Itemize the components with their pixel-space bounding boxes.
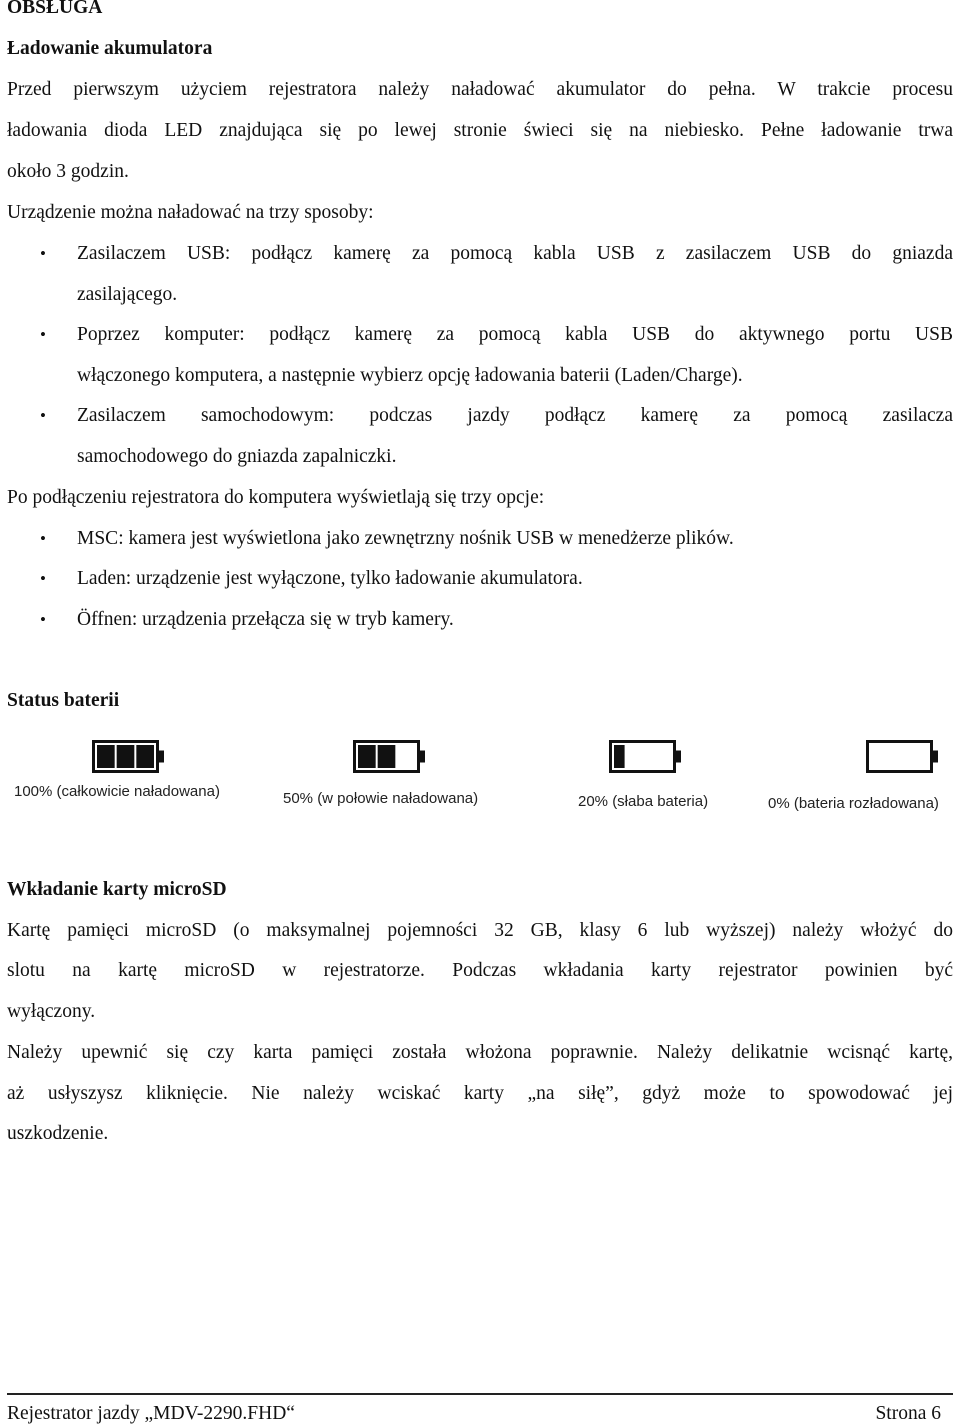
way-usb-line-1: Zasilaczem USB: podłącz kamerę za pomocą kabla USB z zasilaczem USB do gniazda <box>77 243 953 264</box>
battery-status-label: 100% (całkowicie naładowana) <box>14 783 220 800</box>
microsd-paragraph-2-line-3: uszkodzenie. <box>7 1123 109 1144</box>
battery-charge-segment <box>97 745 115 768</box>
battery-status-title: Status baterii <box>7 690 120 711</box>
section-heading: OBSŁUGA <box>7 0 103 18</box>
option-laden: Laden: urządzenie jest wyłączone, tylko ładowanie akumulatora. <box>77 568 583 589</box>
footer-document-title: Rejestrator jazdy „MDV-2290.FHD“ <box>7 1403 295 1424</box>
way-computer-line-2: włączonego komputera, a następnie wybierz opcję ładowania baterii (Laden/Charge). <box>77 365 743 386</box>
charging-paragraph-line-1: Przed pierwszym użyciem rejestratora należy naładować akumulator do pełna. W trakcie procesu <box>7 79 953 100</box>
charging-paragraph-line-3: około 3 godzin. <box>7 161 129 182</box>
battery-charge-segment <box>136 745 154 768</box>
charging-title: Ładowanie akumulatora <box>7 38 213 59</box>
way-car-line-2: samochodowego do gniazda zapalniczki. <box>77 446 397 467</box>
battery-icon <box>866 740 938 773</box>
battery-status-label: 50% (w połowie naładowana) <box>283 790 479 807</box>
bullet-icon: • <box>40 529 46 548</box>
battery-icon <box>353 740 425 773</box>
microsd-paragraph-2-line-2: aż usłyszysz kliknięcie. Nie należy wciskać karty „na siłę”, gdyż może to spowodować jej <box>7 1083 953 1104</box>
microsd-paragraph-1-line-1: Kartę pamięci microSD (o maksymalnej pojemności 32 GB, klasy 6 lub wyższej) należy włożyć do <box>7 920 953 941</box>
microsd-paragraph-1-line-2: slotu na kartę microSD w rejestratorze. Podczas wkładania karty rejestrator powinien być <box>7 960 953 981</box>
bullet-icon: • <box>40 406 46 425</box>
way-computer-line-1: Poprzez komputer: podłącz kamerę za pomocą kabla USB do aktywnego portu USB <box>77 324 953 345</box>
battery-charge-segment <box>117 745 135 768</box>
options-intro: Po podłączeniu rejestratora do komputera wyświetlają się trzy opcje: <box>7 487 545 508</box>
battery-charge-segment <box>378 745 396 768</box>
battery-status-label: 20% (słaba bateria) <box>578 793 709 810</box>
way-usb-line-2: zasilającego. <box>77 284 178 305</box>
charging-ways-intro: Urządzenie można naładować na trzy sposoby: <box>7 202 374 223</box>
battery-icon <box>609 740 681 773</box>
bullet-icon: • <box>40 244 46 263</box>
option-offnen: Öffnen: urządzenia przełącza się w tryb kamery. <box>77 609 454 630</box>
battery-charge-segment <box>614 745 625 768</box>
battery-status-label: 0% (bateria rozładowana) <box>768 795 939 812</box>
bullet-icon: • <box>40 610 46 629</box>
microsd-title: Wkładanie karty microSD <box>7 879 227 900</box>
footer-page-number: Strona 6 <box>875 1403 941 1424</box>
way-car-line-1: Zasilaczem samochodowym: podczas jazdy podłącz kamerę za pomocą zasilacza <box>77 405 953 426</box>
footer-rule <box>7 1393 953 1395</box>
battery-icon <box>92 740 164 773</box>
bullet-icon: • <box>40 325 46 344</box>
charging-paragraph-line-2: ładowania dioda LED znajdująca się po lewej stronie świeci się na niebiesko. Pełne ładowanie trwa <box>7 120 953 141</box>
battery-charge-segment <box>358 745 376 768</box>
microsd-paragraph-1-line-3: wyłączony. <box>7 1001 96 1022</box>
option-msc: MSC: kamera jest wyświetlona jako zewnętrzny nośnik USB w menedżerze plików. <box>77 528 734 549</box>
bullet-icon: • <box>40 569 46 588</box>
microsd-paragraph-2-line-1: Należy upewnić się czy karta pamięci została włożona poprawnie. Należy delikatnie wcisnąć kartę, <box>7 1042 953 1063</box>
